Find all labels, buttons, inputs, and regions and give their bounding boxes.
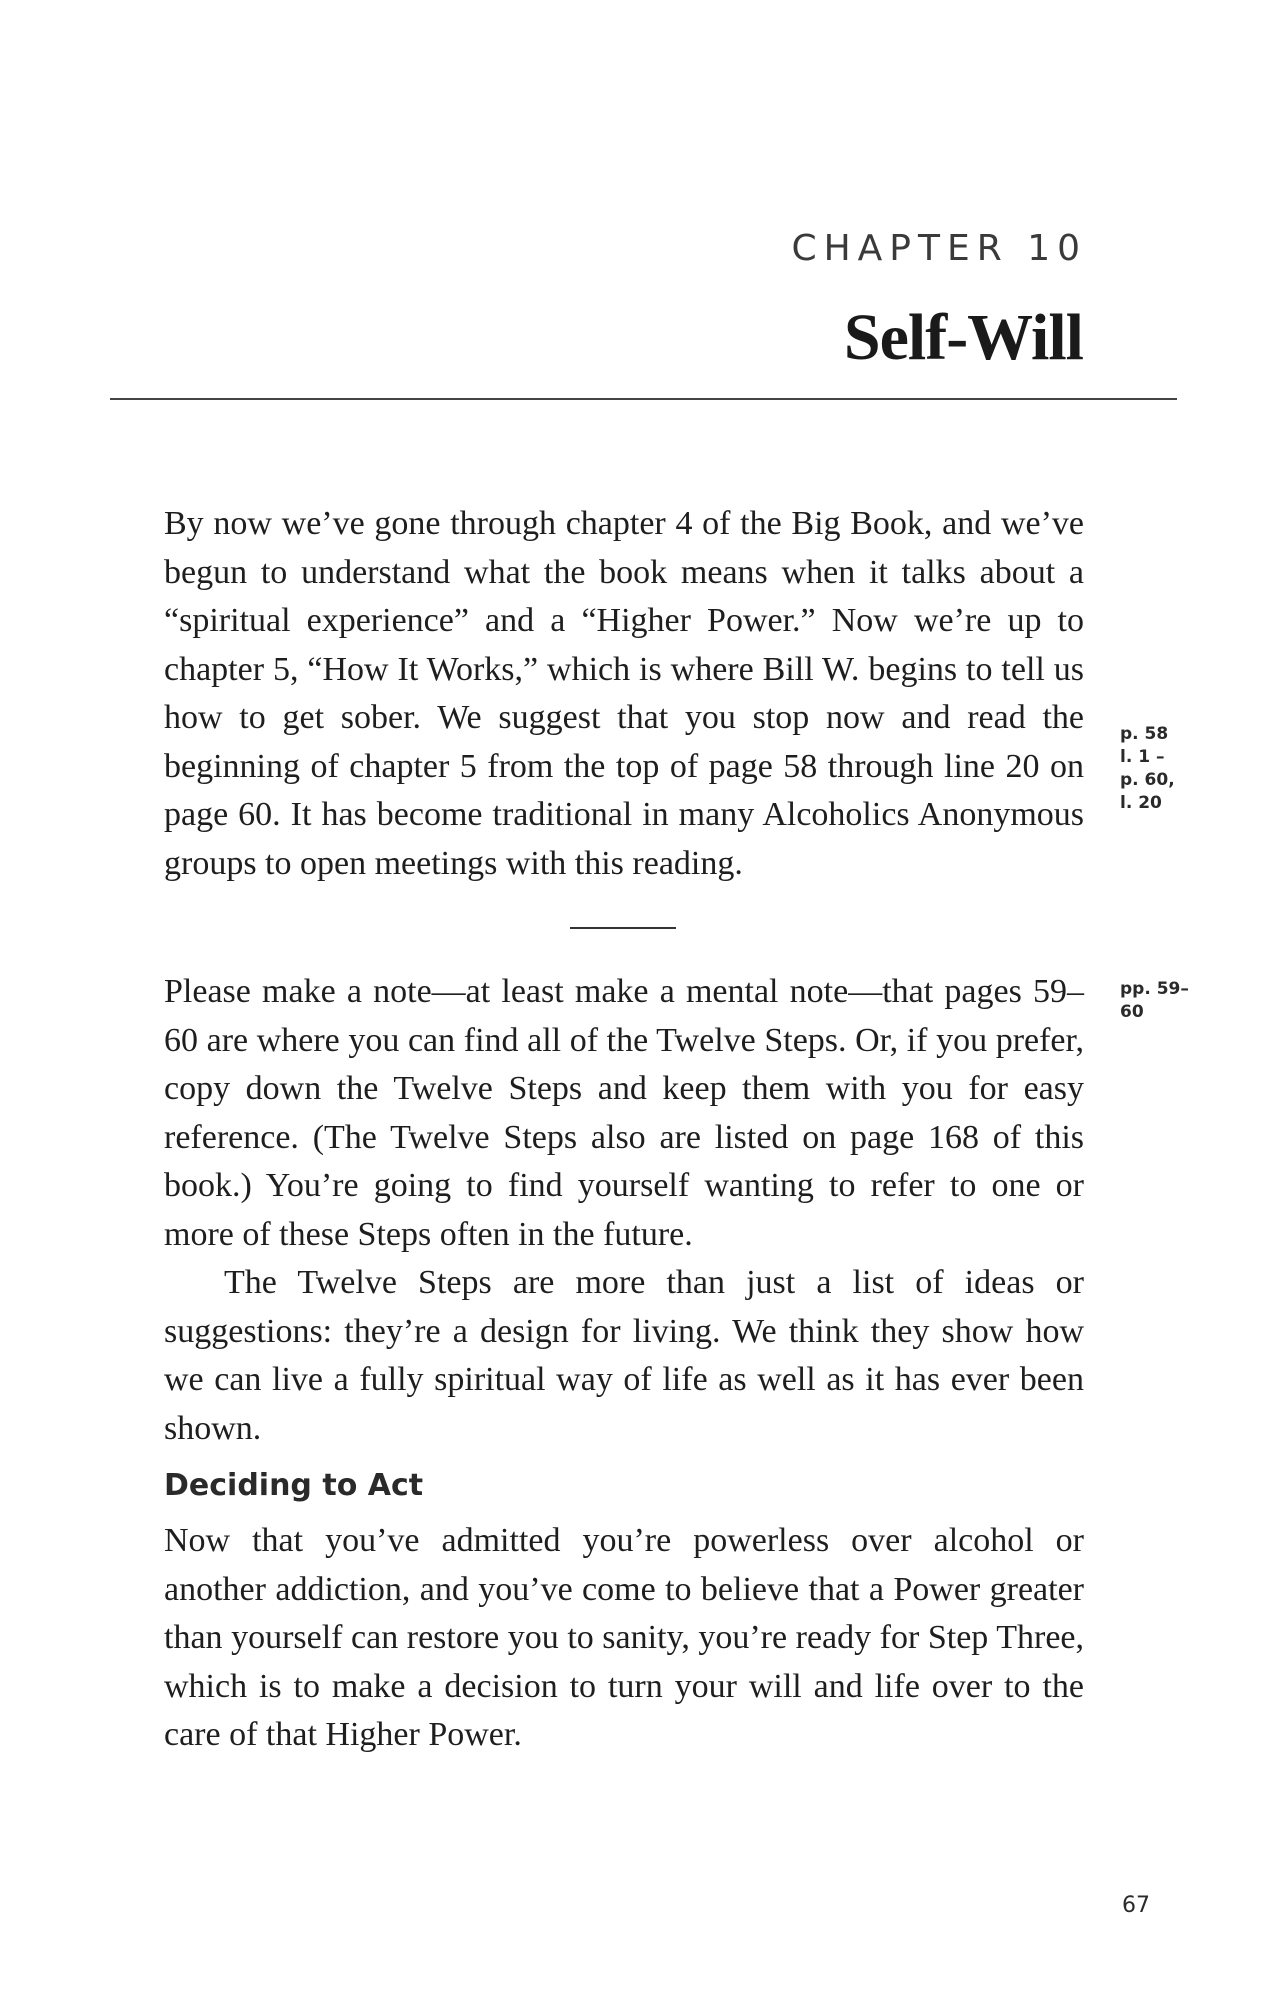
section-heading: Deciding to Act <box>164 1468 424 1503</box>
title-divider <box>110 398 1177 400</box>
note-paragraph: Please make a note—at least make a mental note—that pages 59–60 are where you can find all of the Twelve Steps. Or, if you prefer, copy down the Twelve Steps and keep them with you for easy reference. (The Twelve Steps also are listed on page 168 of this book.) You’re going to find yourself wanting to refer to one or more of these Steps often in the future. <box>164 973 1084 1253</box>
deciding-paragraph: Now that you’ve admitted you’re powerless over alcohol or another addiction, and you’ve come to believe that a Power greater than yourself can restore you to sanity, you’re ready for Step Three, which is to make a decision to turn your will and life over to the care of that Higher Power. <box>164 1522 1084 1753</box>
page-number: 67 <box>1122 1893 1150 1918</box>
chapter-title: Self-Will <box>843 301 1083 374</box>
twelve-steps-paragraph: The Twelve Steps are more than just a list of ideas or suggestions: they’re a design for living. We think they show how we can live a fully spiritual way of life as well as it has ever been shown. <box>164 1264 1084 1447</box>
intro-paragraph: By now we’ve gone through chapter 4 of the Big Book, and we’ve begun to understand what the book means when it talks about a “spiritual experience” and a “Higher Power.” Now we’re up to chapter 5, “How It Works,” which is where Bill W. begins to tell us how to get sober. We suggest that you stop now and read the beginning of chapter 5 from the top of page 58 through line 20 on page 60. It has become traditional in many Alcoholics Anonymous groups to open meetings with this reading. <box>164 505 1084 882</box>
margin-reference-pp59-60: pp. 59– 60 <box>1120 979 1189 1022</box>
scene-break-rule <box>570 927 676 929</box>
chapter-label: CHAPTER 10 <box>791 228 1087 269</box>
margin-reference-p58-60: p. 58 l. 1 – p. 60, l. 20 <box>1120 724 1175 813</box>
